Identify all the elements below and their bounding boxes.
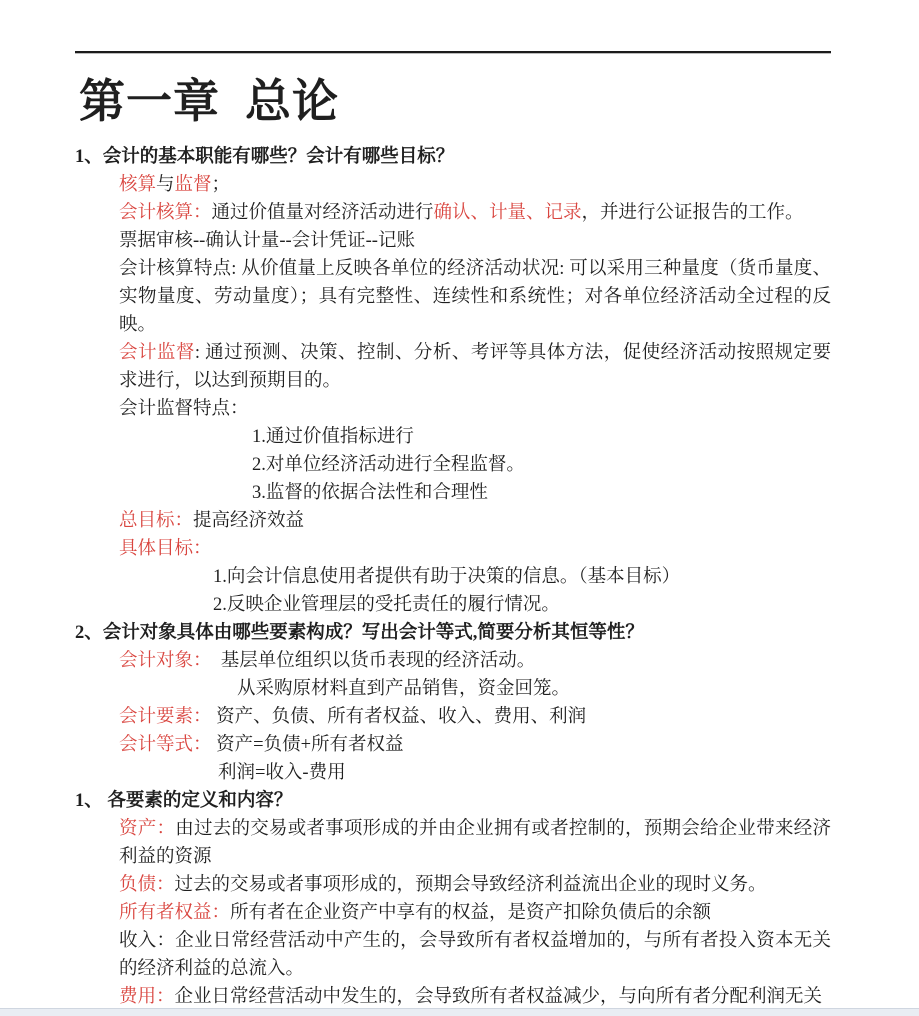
text-run: : 通过预测、决策、控制、分析、考评等具体方法，促使经济活动按照规定要求进行，以达到预期目的。: [119, 343, 831, 391]
paragraph: [119, 227, 831, 255]
highlighted-term: 费用：: [119, 987, 175, 1007]
paragraph: [252, 423, 831, 451]
highlighted-term: 会计要素：: [119, 707, 212, 727]
document-blocks: [75, 143, 831, 1011]
highlighted-term: 总目标：: [119, 511, 194, 531]
text-run: 会计核算特点: 从价值量上反映各单位的经济活动状况: 可以采用三种量度（货币量度、实物量度、劳动量度）；具有完整性、连续性和系统性；对各单位经济活动全过程的反映。: [119, 259, 831, 335]
highlighted-term: 会计等式：: [119, 735, 212, 755]
paragraph: [252, 451, 831, 479]
paragraph: [119, 647, 831, 675]
question-heading: [75, 619, 831, 647]
text-run: 利润=收入-费用: [218, 763, 346, 783]
document-body: [75, 72, 831, 1011]
text-run: 企业日常经营活动中发生的，会导致所有者权益减少，与向所有者分配利润无关: [174, 987, 823, 1007]
text-run: 资产=负债+所有者权益: [211, 735, 404, 755]
text-run: 提高经济效益: [193, 511, 305, 531]
paragraph: [119, 927, 831, 983]
page-bottom-edge: [0, 1008, 919, 1016]
paragraph: [119, 703, 831, 731]
paragraph: [119, 535, 831, 563]
paragraph: [218, 759, 831, 787]
text-run: 票据审核--确认计量--会计凭证--记账: [119, 231, 415, 251]
paragraph: [119, 899, 831, 927]
paragraph: [119, 507, 831, 535]
text-run: 所有者在企业资产中享有的权益，是资产扣除负债后的余额: [230, 903, 712, 923]
paragraph: [252, 479, 831, 507]
text-run: ，并进行公证报告的工作。: [581, 203, 804, 223]
text-run: 1、会计的基本职能有哪些？会计有哪些目标？: [75, 147, 455, 167]
text-run: 2.对单位经济活动进行全程监督。: [252, 455, 525, 475]
paragraph: [119, 731, 831, 759]
text-run: 过去的交易或者事项形成的，预期会导致经济利益流出企业的现时义务。: [174, 875, 767, 895]
paragraph: [119, 395, 831, 423]
paragraph: [119, 815, 831, 871]
text-run: 资产、负债、所有者权益、收入、费用、利润: [211, 707, 587, 727]
paragraph: [237, 675, 831, 703]
paragraph: [119, 871, 831, 899]
highlighted-term: 核算: [119, 175, 157, 195]
text-run: 2、会计对象具体由哪些要素构成？写出会计等式,简要分析其恒等性？: [75, 623, 644, 643]
paragraph: [119, 339, 831, 395]
text-run: 与: [156, 175, 175, 195]
highlighted-term: 所有者权益：: [119, 903, 231, 923]
highlighted-term: 资产：: [119, 819, 176, 839]
highlighted-term: 具体目标：: [119, 539, 212, 559]
question-heading: [75, 143, 831, 171]
question-heading: [75, 787, 831, 815]
text-run: 基层单位组织以货币表现的经济活动。: [202, 651, 536, 671]
chapter-title: 第一章 总论: [79, 76, 339, 127]
text-run: 收入：企业日常经营活动中产生的，会导致所有者权益增加的，与所有者投入资本无关的经济利益的总流入。: [119, 931, 831, 979]
highlighted-term: 会计监督: [119, 343, 195, 363]
text-run: 2.反映企业管理层的受托责任的履行情况。: [213, 595, 560, 615]
text-run: 由过去的交易或者事项形成的并由企业拥有或者控制的，预期会给企业带来经济利益的资源: [119, 819, 831, 867]
highlighted-term: 负债：: [119, 875, 175, 895]
text-run: 1、 各要素的定义和内容？: [75, 791, 293, 811]
highlighted-term: 会计核算：: [119, 203, 212, 223]
paragraph: [213, 563, 831, 591]
paragraph: [119, 983, 831, 1011]
paragraph: [119, 255, 831, 339]
text-run: ；: [211, 175, 231, 195]
highlighted-term: 监督: [174, 175, 212, 195]
text-run: 通过价值量对经济活动进行: [211, 203, 434, 223]
text-run: 1.通过价值指标进行: [252, 427, 414, 447]
paragraph: [213, 591, 831, 619]
highlighted-term: 会计对象：: [119, 651, 203, 671]
paragraph: [119, 171, 831, 199]
highlighted-term: 确认、计量、记录: [433, 203, 582, 223]
page-top-rule: [75, 51, 831, 53]
text-run: 会计监督特点：: [119, 399, 249, 419]
text-run: 3.监督的依据合法性和合理性: [252, 483, 488, 503]
text-run: 1.向会计信息使用者提供有助于决策的信息。（基本目标）: [213, 567, 681, 587]
paragraph: [119, 199, 831, 227]
text-run: 从采购原材料直到产品销售，资金回笼。: [237, 679, 571, 699]
